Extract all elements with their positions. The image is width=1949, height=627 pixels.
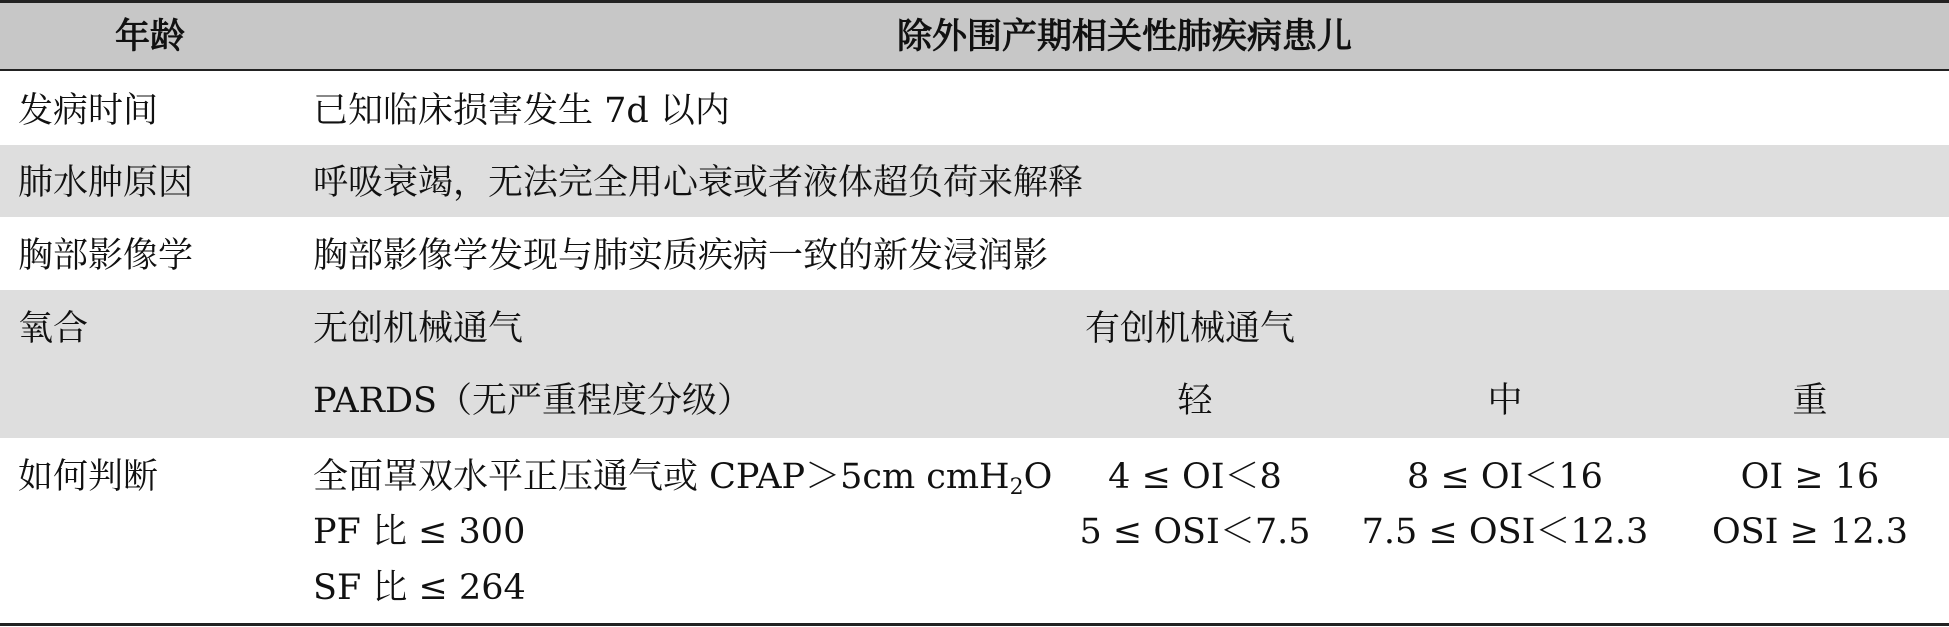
- mild-heading: 轻: [1177, 381, 1213, 421]
- edema-value: 呼吸衰竭，无法完全用心衰或者液体超负荷来解释: [313, 163, 1084, 203]
- imaging-value: 胸部影像学发现与肺实质疾病一致的新发浸润影: [313, 236, 1049, 276]
- severe-osi: OSI ≥ 12.3: [1711, 512, 1908, 552]
- oxygen-label: 氧合: [18, 309, 89, 349]
- pards-label: PARDS（无严重程度分级）: [313, 381, 753, 421]
- mild-oi: 4 ≤ OI＜8: [1108, 457, 1282, 497]
- moderate-heading: 中: [1487, 381, 1523, 421]
- imaging-label: 胸部影像学: [18, 236, 194, 276]
- severe-oi: OI ≥ 16: [1740, 457, 1880, 497]
- row-band-oxygen: [0, 290, 1949, 438]
- noninvasive-criteria-line3: SF 比 ≤ 264: [313, 568, 526, 608]
- header-age: 年龄: [114, 16, 185, 57]
- header-rule: [0, 69, 1949, 71]
- noninvasive-heading: 无创机械通气: [313, 309, 524, 349]
- edema-label: 肺水肿原因: [18, 163, 194, 203]
- top-rule: [0, 0, 1949, 3]
- header-group: 除外围产期相关性肺疾病患儿: [896, 16, 1352, 57]
- mild-osi: 5 ≤ OSI＜7.5: [1079, 512, 1311, 552]
- moderate-oi: 8 ≤ OI＜16: [1407, 457, 1603, 497]
- noninvasive-criteria-line1: 全面罩双水平正压通气或 CPAP＞5cm cmH$_2$O: [313, 457, 1053, 500]
- severe-heading: 重: [1792, 381, 1828, 421]
- judge-label: 如何判断: [18, 457, 159, 497]
- bottom-rule: [0, 623, 1949, 626]
- noninvasive-criteria-line2: PF 比 ≤ 300: [313, 512, 526, 552]
- onset-value: 已知临床损害发生 7d 以内: [313, 91, 730, 131]
- onset-label: 发病时间: [18, 91, 159, 131]
- moderate-osi: 7.5 ≤ OSI＜12.3: [1361, 512, 1649, 552]
- invasive-heading: 有创机械通气: [1085, 309, 1296, 349]
